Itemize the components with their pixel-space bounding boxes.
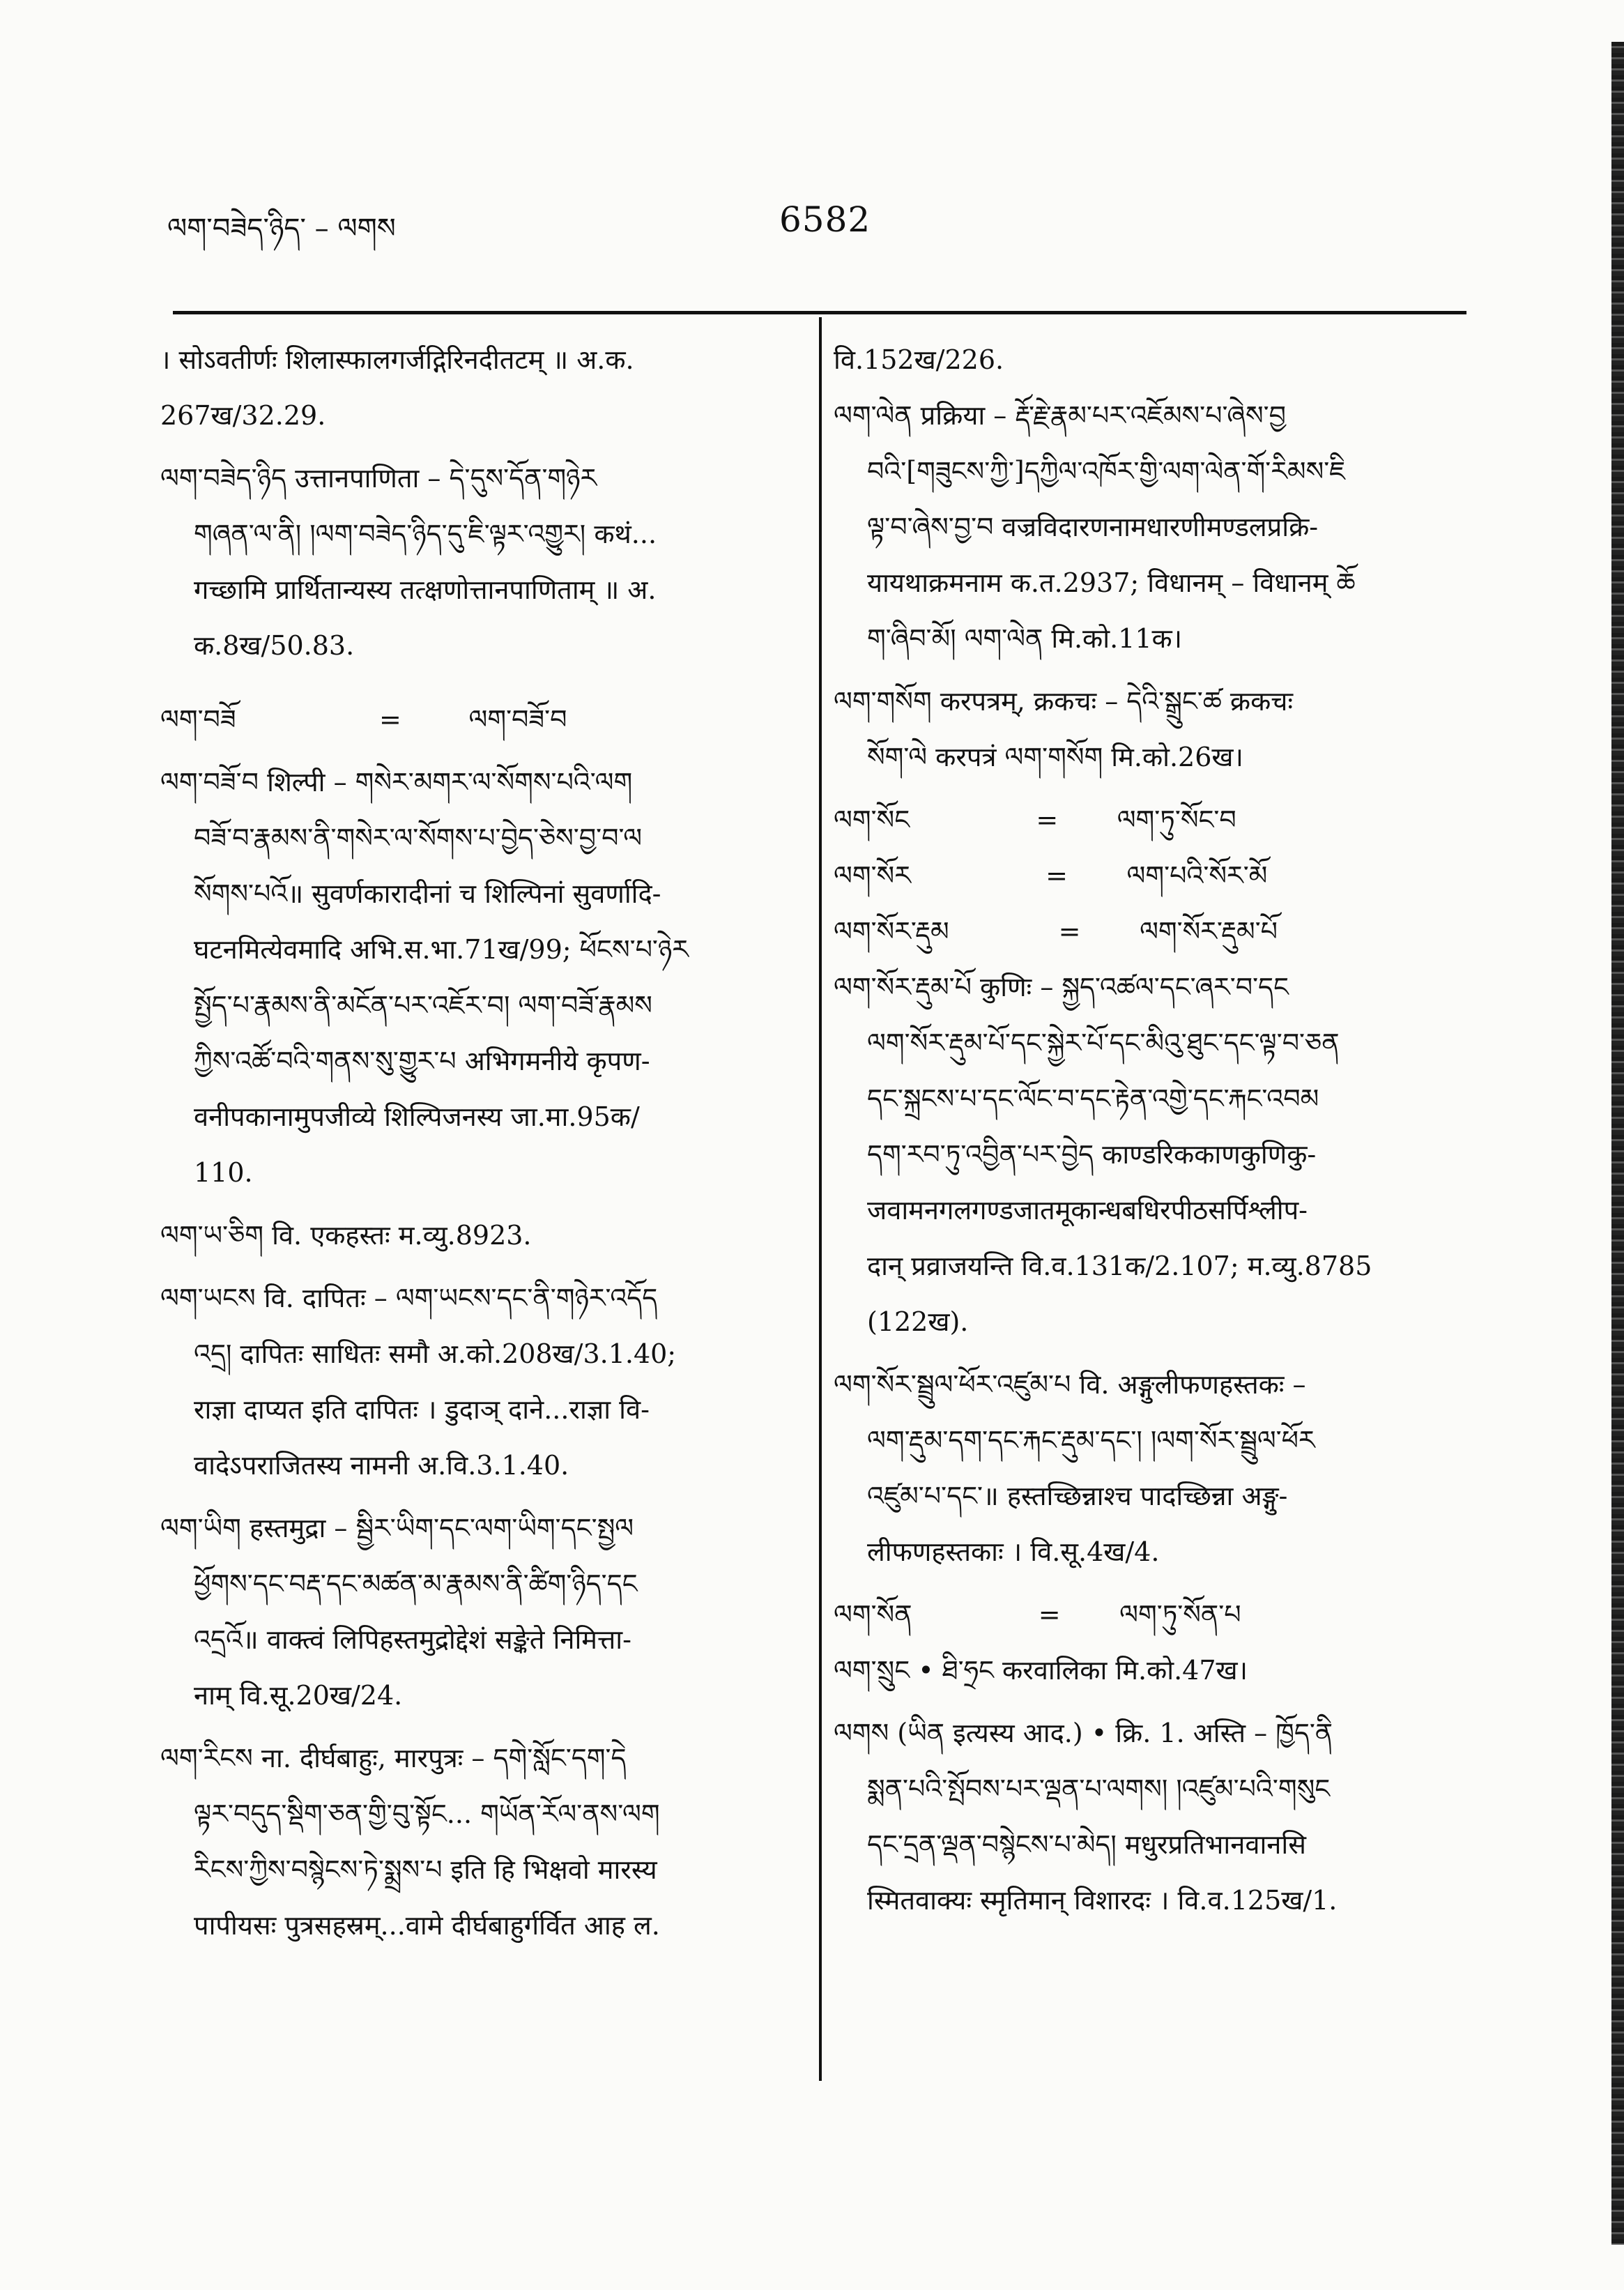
entry-headword-line: ལག་ཡངས वि. दापितः – ལག་ཡངས་དང་ནི་གཉེར་འདོད bbox=[160, 1283, 658, 1313]
entry-headword-line: ལག་གསོག करपत्रम्, क्रकचः – དེའི་སྒྲུང་ཚ क्रकचः bbox=[834, 686, 1294, 717]
entry-dapita bbox=[160, 1270, 788, 1493]
entry-line: སོག་ལེ करपत्रं ལག་གསོག मि.को.26ख। bbox=[867, 742, 1243, 772]
right-column bbox=[834, 332, 1464, 1928]
entry-uttanapanita bbox=[160, 450, 788, 673]
entry-prakriya bbox=[834, 388, 1464, 666]
scan-edge-artifact bbox=[1611, 42, 1624, 2245]
entry-line: ལག་རྡུམ་དག་དང་རྐང་རྡུམ་དང་། །ལག་སོར་སྦྲུལ་ཕོར bbox=[867, 1425, 1315, 1456]
entry-line: འདྲའོ॥ वाक्त्वं लिपिहस्तमुद्रोद्देशं सङ्केते निमित्ता- bbox=[194, 1624, 631, 1655]
entry-headword-line: ལག་རིངས ना. दीर्घबाहुः, मारपुत्रः – དགེ་སློང་དག་དེ bbox=[160, 1743, 627, 1773]
entry-line: འཛུམ་པ་དང་॥ हस्तच्छिन्नाश्च पादच्छिन्ना अङ्गु- bbox=[867, 1481, 1288, 1511]
entry-line: वि.152ख/226. bbox=[834, 344, 1004, 375]
entry-line: ཀྱིས་འཚོ་བའི་གནས་སུ་གྱུར་པ अभिगमनीये कृपण- bbox=[194, 1046, 650, 1076]
entry-line: སྤྱོད་པ་རྣམས་ནི་མངོན་པར་འཇོར་བ། ལག་བཟོ་རྣམས bbox=[194, 990, 652, 1021]
entry-line: དང་སྐྲངས་པ་དང་ལོང་བ་དང་རྟེན་འགྱེ་དང་རྐང་འབམ bbox=[867, 1083, 1319, 1114]
entry-line: གཞན་ལ་ནི། །ལག་བཟེད་ཉིད་དུ་ཇི་ལྟར་འགྱུར། कथं... bbox=[194, 519, 657, 549]
entry-line: ཕྱོགས་དང་བརྡ་དང་མཚན་མ་རྣམས་ནི་ཚིག་ཉིད་དང bbox=[194, 1568, 638, 1599]
entry-line: स्मितवाक्यः स्मृतिमान् विशारदः । वि.व.125ख/1. bbox=[867, 1885, 1338, 1916]
entry-lag-song bbox=[834, 792, 1464, 848]
entry-line: ལག་སོར་རྡུམ་པོ་དང་སྐྱེར་པོ་དང་མིའུ་ཐུང་དང་ལྟ་བ་ཅན bbox=[867, 1028, 1340, 1058]
entry-continuation bbox=[834, 332, 1464, 388]
entry-line: राज्ञा दाप्यत इति दापितः । डुदाञ् दाने...राज्ञा वि- bbox=[194, 1394, 650, 1425]
entry-headword-line: ལག་སོར་རྡུམ་པོ कुणिः – སྐྱད་འཚལ་དང་ཞར་བ་དང bbox=[834, 972, 1289, 1002]
entry-line: སྨན་པའི་སྤོབས་པར་ལྡན་པ་ལགས། །འཛུམ་པའི་གསུང bbox=[867, 1773, 1331, 1804]
entry-line: འདྲ། दापितः साधितः समौ अ.को.208ख/3.1.40; bbox=[194, 1338, 677, 1369]
entry-line: क.8ख/50.83. bbox=[194, 630, 355, 661]
entry-lag-sor bbox=[834, 848, 1464, 903]
entry-line: । सोऽवतीर्णः शिलास्फालगर्जद्गिरिनदीतटम् ॥ अ.क. bbox=[160, 344, 634, 375]
entry-headword-line: ལག་སོན = ལག་ཏུ་སོན་པ bbox=[834, 1599, 1241, 1630]
entry-line: 267ख/32.29. bbox=[160, 400, 326, 431]
entry-line: དང་དྲན་ལྡན་བསྙེངས་པ་མེད། मधुरप्रतिभानवानसि bbox=[867, 1829, 1306, 1860]
entry-line: गच्छामि प्रार्थितान्यस्य तत्क्षणोत्तानपाणिताम् ॥ अ. bbox=[194, 574, 657, 605]
header-rule bbox=[173, 311, 1466, 314]
entry-line: རིངས་ཀྱིས་བསྙེངས་ཏེ་སྨྲས་པ इति हि भिक्षवो मारस्य bbox=[194, 1854, 657, 1885]
entry-line: लीफणहस्तकाः । वि.सू.4ख/4. bbox=[867, 1536, 1160, 1567]
entry-headword-line: ལག་སོར་སྦྲུལ་ཕོར་འཛུམ་པ वि. अङ्गुलीफणहस्तकः – bbox=[834, 1369, 1306, 1400]
entry-headword-line: ལག་ལེན प्रक्रिया – རྡོ་རྗེ་རྣམ་པར་འཇོམས་པ་ཞེས་བྱ bbox=[834, 400, 1286, 431]
entry-headword-line: ལག་སོར་རྡུམ = ལག་སོར་རྡུམ་པོ bbox=[834, 916, 1278, 947]
entry-line: पापीयसः पुत्रसहस्रम्...वामे दीर्घबाहुर्गर्वित आह ल. bbox=[194, 1910, 660, 1941]
column-divider bbox=[819, 317, 822, 2081]
entry-lag-bzo bbox=[160, 692, 788, 747]
entry-shilpi bbox=[160, 754, 788, 1200]
entry-headword-line: ལག་བཟོ་བ शिल्पी – གསེར་མགར་ལ་སོགས་པའི་ལག bbox=[160, 767, 633, 797]
entry-line: वनीपकानामुपजीव्ये शिल्पिजनस्य जा.मा.95क/ bbox=[194, 1101, 640, 1132]
entry-line: བའི་[གཟུངས་ཀྱི་]དཀྱིལ་འཁོར་གྱི་ལག་ལེན་གོ་རིམས་ཇི bbox=[867, 456, 1346, 487]
entry-continuation bbox=[160, 332, 788, 443]
entry-line: ག་ཞིབ་མོ། ལག་ལེན मि.को.11क। bbox=[867, 623, 1183, 654]
entry-kuni bbox=[834, 959, 1464, 1350]
entry-headword-line: ལགས (ཡིན इत्यस्य आद.) • क्रि. 1. अस्ति – ཁྱོད་ནི bbox=[834, 1718, 1333, 1748]
entry-line: ལྟར་བདུད་སྡིག་ཅན་གྱི་བུ་སྟོང... གཡོན་རོལ་ནས་ལག bbox=[194, 1799, 660, 1829]
entry-line: दान् प्रव्राजयन्ति वि.व.131क/2.107; म.व्यु.8785 bbox=[867, 1251, 1372, 1281]
entry-asti bbox=[834, 1705, 1464, 1928]
entry-line: (122ख). bbox=[867, 1306, 969, 1337]
entry-lag-sor-rdum bbox=[834, 903, 1464, 959]
left-column bbox=[160, 332, 788, 1953]
entry-line: 110. bbox=[194, 1157, 253, 1188]
running-head: ལག་བཟེད་ཉིད་ – ལགས bbox=[167, 213, 396, 245]
entry-hastamudra bbox=[160, 1500, 788, 1723]
entry-ekahasta bbox=[160, 1207, 788, 1263]
entry-headword-line: ལག་བཟོ = ལག་བཟོ་བ bbox=[160, 704, 567, 735]
entry-line: དག་རབ་ཏུ་འབྱིན་པར་བྱེད काण्डरिककाणकुणिकु- bbox=[867, 1139, 1317, 1170]
entry-dirghabahu bbox=[160, 1730, 788, 1953]
entry-line: སོགས་པའོ॥ सुवर्णकारादीनां च शिल्पिनां सुवर्णादि- bbox=[194, 878, 661, 909]
entry-line: नाम् वि.सू.20ख/24. bbox=[194, 1680, 403, 1711]
entry-karapatra bbox=[834, 673, 1464, 785]
entry-line: वादेऽपराजितस्य नामनी अ.वि.3.1.40. bbox=[194, 1450, 569, 1481]
entry-line: བཟོ་བ་རྣམས་ནི་གསེར་ལ་སོགས་པ་བྱེད་ཅེས་བྱ་བ་ལ bbox=[194, 823, 643, 853]
entry-headword-line: ལག་སྲུང • ཐི་ཧྲང करवालिका मि.को.47ख। bbox=[834, 1655, 1248, 1686]
entry-line: जवामनगलगण्डजातमूकान्धबधिरपीठसर्पिश्लीप- bbox=[867, 1195, 1308, 1226]
page-number: 6582 bbox=[779, 199, 871, 240]
entry-headword-line: ལག་ཡ་ཅིག वि. एकहस्तः म.व्यु.8923. bbox=[160, 1220, 532, 1251]
entry-anguliphana bbox=[834, 1357, 1464, 1580]
entry-line: यायथाक्रमनाम क.त.2937; विधानम् – विधानम् ཆོ bbox=[867, 567, 1356, 598]
entry-headword-line: ལག་སོར = ལག་པའི་སོར་མོ bbox=[834, 860, 1268, 891]
entry-headword-line: ལག་སོང = ལག་ཏུ་སོང་བ bbox=[834, 804, 1236, 835]
entry-headword-line: ལག་ཡིག हस्तमुद्रा – སྦྱིར་ཡིག་དང་ལག་ཡིག་དང་སྤྱལ bbox=[160, 1513, 634, 1543]
entry-line: ལྟ་བ་ཞེས་བྱ་བ वज्रविदारणनामधारणीमण्डलप्रक्रि- bbox=[867, 512, 1319, 542]
entry-line: घटनमित्येवमादि अभि.स.भा.71ख/99; ཕོངས་པ་ཉེར bbox=[194, 934, 689, 965]
entry-lag-son bbox=[834, 1587, 1464, 1642]
entry-karavalika bbox=[834, 1642, 1464, 1698]
entry-headword-line: ལག་བཟེད་ཉིད उत्तानपाणिता – དེ་དུས་དོན་གཉེར bbox=[160, 463, 597, 494]
